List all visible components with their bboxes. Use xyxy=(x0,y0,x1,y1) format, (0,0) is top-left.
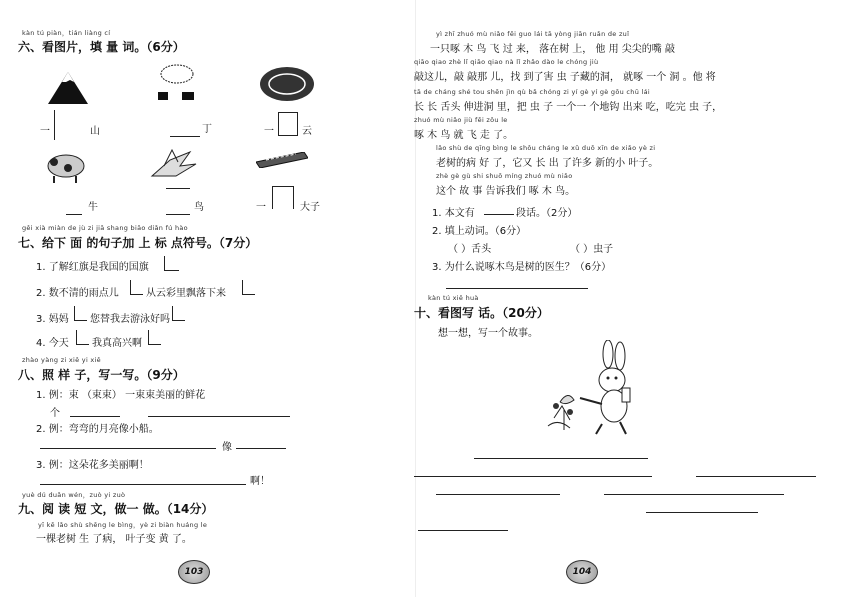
mountain-picture xyxy=(48,70,88,106)
blank-4[interactable] xyxy=(66,214,82,215)
punct-blank-4[interactable] xyxy=(74,306,87,321)
item-6: 大子 xyxy=(300,202,320,213)
sec10-prompt: 想一想，写一个故事。 xyxy=(438,328,538,339)
cloud-picture xyxy=(258,64,316,104)
reading-q2: 2. 填上动词。（6分） xyxy=(432,226,527,237)
punct-blank-6[interactable] xyxy=(76,330,89,345)
item-4: 牛 xyxy=(88,202,98,213)
sec8-blank-4[interactable] xyxy=(236,448,286,449)
sec10-title: 十、看图写 话。（20分） xyxy=(414,306,549,320)
reading-q3: 3. 为什么说啄木鸟是树的医生？（6分） xyxy=(432,262,612,273)
punct-blank-7[interactable] xyxy=(148,330,161,345)
blank-6[interactable] xyxy=(272,186,294,209)
writing-line-3b[interactable] xyxy=(604,494,784,495)
story-pinyin-1: yì zhī zhuó mù niǎo fēi guo lái tā yòng jiān ruǎn de zuǐ xyxy=(436,30,630,38)
story-pinyin-4: zhuó mù niǎo jiù fēi zǒu le xyxy=(414,116,508,124)
story-line-6: 这个 故 事 告诉我们 啄 木 鸟。 xyxy=(436,186,576,197)
sec7-q4a: 4. 今天 xyxy=(36,338,69,349)
punct-blank-5[interactable] xyxy=(172,306,185,321)
sec7-q1: 1. 了解红旗是我国的国旗 xyxy=(36,262,149,273)
bird-picture xyxy=(150,146,200,182)
page-number-right: 104 xyxy=(566,560,598,584)
item-3: 云 xyxy=(302,126,312,137)
reading-q3-blank[interactable] xyxy=(446,288,588,289)
ruler-picture xyxy=(256,152,308,168)
writing-line-1[interactable] xyxy=(474,458,648,459)
reading-q1b: 段话。（2分） xyxy=(516,208,578,219)
story-line-2: 敲这儿，敲 敲那 儿，找 到了害 虫 子藏的洞， 就啄 一个 洞 。他 将 xyxy=(414,72,716,83)
sec8-q1b: 个 xyxy=(50,408,60,419)
story-pinyin-6: zhè gè gù shi shuō míng zhuó mù niǎo xyxy=(436,172,573,180)
sec8-q1: 1. 例：束 （束束） 一束束美丽的鲜花 xyxy=(36,390,206,401)
sec7-q3: 3. 妈妈 xyxy=(36,314,69,325)
sec8-q3b: 啊！ xyxy=(250,476,270,487)
sec8-blank-3[interactable] xyxy=(40,448,216,449)
sec6-title: 六、看图片，填 量 词。（6分） xyxy=(18,40,185,54)
writing-line-4[interactable] xyxy=(646,512,758,513)
cow-picture xyxy=(42,148,88,184)
sec7-title: 七、给下 面 的句子加 上 标 点符号。（7分） xyxy=(18,236,258,250)
story-pinyin-5: lǎo shù de qīng bìng le shǒu cháng le xǔ duō xīn de xiǎo yè zi xyxy=(436,144,656,152)
story-line-1: 一只啄 木 鸟 飞 过 来， 落在树 上， 他 用 尖尖的嘴 敲 xyxy=(430,44,675,55)
writing-line-2[interactable] xyxy=(414,476,652,477)
blank-5b[interactable] xyxy=(166,214,190,215)
writing-line-5[interactable] xyxy=(418,530,508,531)
punct-blank-3[interactable] xyxy=(242,280,255,295)
writing-line-3[interactable] xyxy=(436,494,560,495)
sec8-blank-1[interactable] xyxy=(70,416,120,417)
rabbit-watering-picture xyxy=(540,340,640,440)
sec9-title: 九、阅 读 短 文，做一 做。（14分） xyxy=(18,502,214,516)
sec7-q2b: 从云彩里飘落下来 xyxy=(146,288,226,299)
sec8-title: 八、照 样 子，写一写。（9分） xyxy=(18,368,185,382)
sec9-pinyin: yuè dú duǎn wén，zuò yi zuò xyxy=(22,491,126,499)
sec8-blank-2[interactable] xyxy=(148,416,290,417)
punct-blank-2[interactable] xyxy=(130,280,143,295)
reading-q2a[interactable]: （ ）舌头 xyxy=(448,244,492,255)
item-5: 鸟 xyxy=(194,202,204,213)
sec8-blank-5[interactable] xyxy=(40,484,246,485)
blank-5a[interactable] xyxy=(166,188,190,189)
story-pinyin-2: qiāo qiao zhè lǐ qiāo qiao nà lǐ zhǎo dào le chóng jiù xyxy=(414,58,599,66)
reading-q2b[interactable]: （ ）虫子 xyxy=(570,244,614,255)
sec8-q3: 3. 例：这朵花多美丽啊！ xyxy=(36,460,149,471)
sec7-q4b: 我真高兴啊 xyxy=(92,338,142,349)
sec7-q2a: 2. 数不清的雨点儿 xyxy=(36,288,119,299)
writing-line-2b[interactable] xyxy=(696,476,816,477)
sec8-q2b: 像 xyxy=(222,442,232,453)
story-line-3: 长 长 舌头 伸进洞 里，把 虫 子 一个一 个地钩 出来 吃，吃完 虫 子， xyxy=(414,102,723,113)
sec6-pinyin: kàn tú piàn，tián liàng cí xyxy=(22,29,111,37)
sec7-pinyin: gěi xià miàn de jù zi jiā shang biāo diǎn fú hào xyxy=(22,224,188,232)
reading-q1-blank[interactable] xyxy=(484,214,514,215)
item-2: 丁 xyxy=(202,124,212,135)
blank-3[interactable] xyxy=(278,112,298,136)
punct-blank-1[interactable] xyxy=(164,256,179,271)
story-line-5: 老树的病 好 了，它又 长 出 了许多 新的小 叶子。 xyxy=(436,158,659,169)
sec8-pinyin: zhào yàng zi xiě yi xiě xyxy=(22,356,101,364)
sec9-story-pinyin: yī kē lǎo shù shēng le bìng，yè zi biàn huáng le xyxy=(38,521,208,529)
blank-2[interactable] xyxy=(170,136,200,137)
sec7-q3b: 您替我去游泳好吗 xyxy=(90,314,170,325)
lamp-picture xyxy=(152,64,202,106)
blank-1[interactable] xyxy=(54,110,69,140)
page-number-left: 103 xyxy=(178,560,210,584)
story-pinyin-3: tā de cháng shé tou shēn jìn qù bǎ chóng zi yí gè yí gè gōu chū lái xyxy=(414,88,650,96)
sec9-story: 一棵老树 生 了病， 叶子变 黄 了。 xyxy=(36,534,192,545)
story-line-4: 啄 木 鸟 就 飞 走 了。 xyxy=(414,130,514,141)
sec8-q2: 2. 例：弯弯的月亮像小船。 xyxy=(36,424,159,435)
item-1: 山 xyxy=(90,126,100,137)
reading-q1: 1. 本文有 xyxy=(432,208,475,219)
sec10-pinyin: kàn tú xiě huà xyxy=(428,294,479,302)
